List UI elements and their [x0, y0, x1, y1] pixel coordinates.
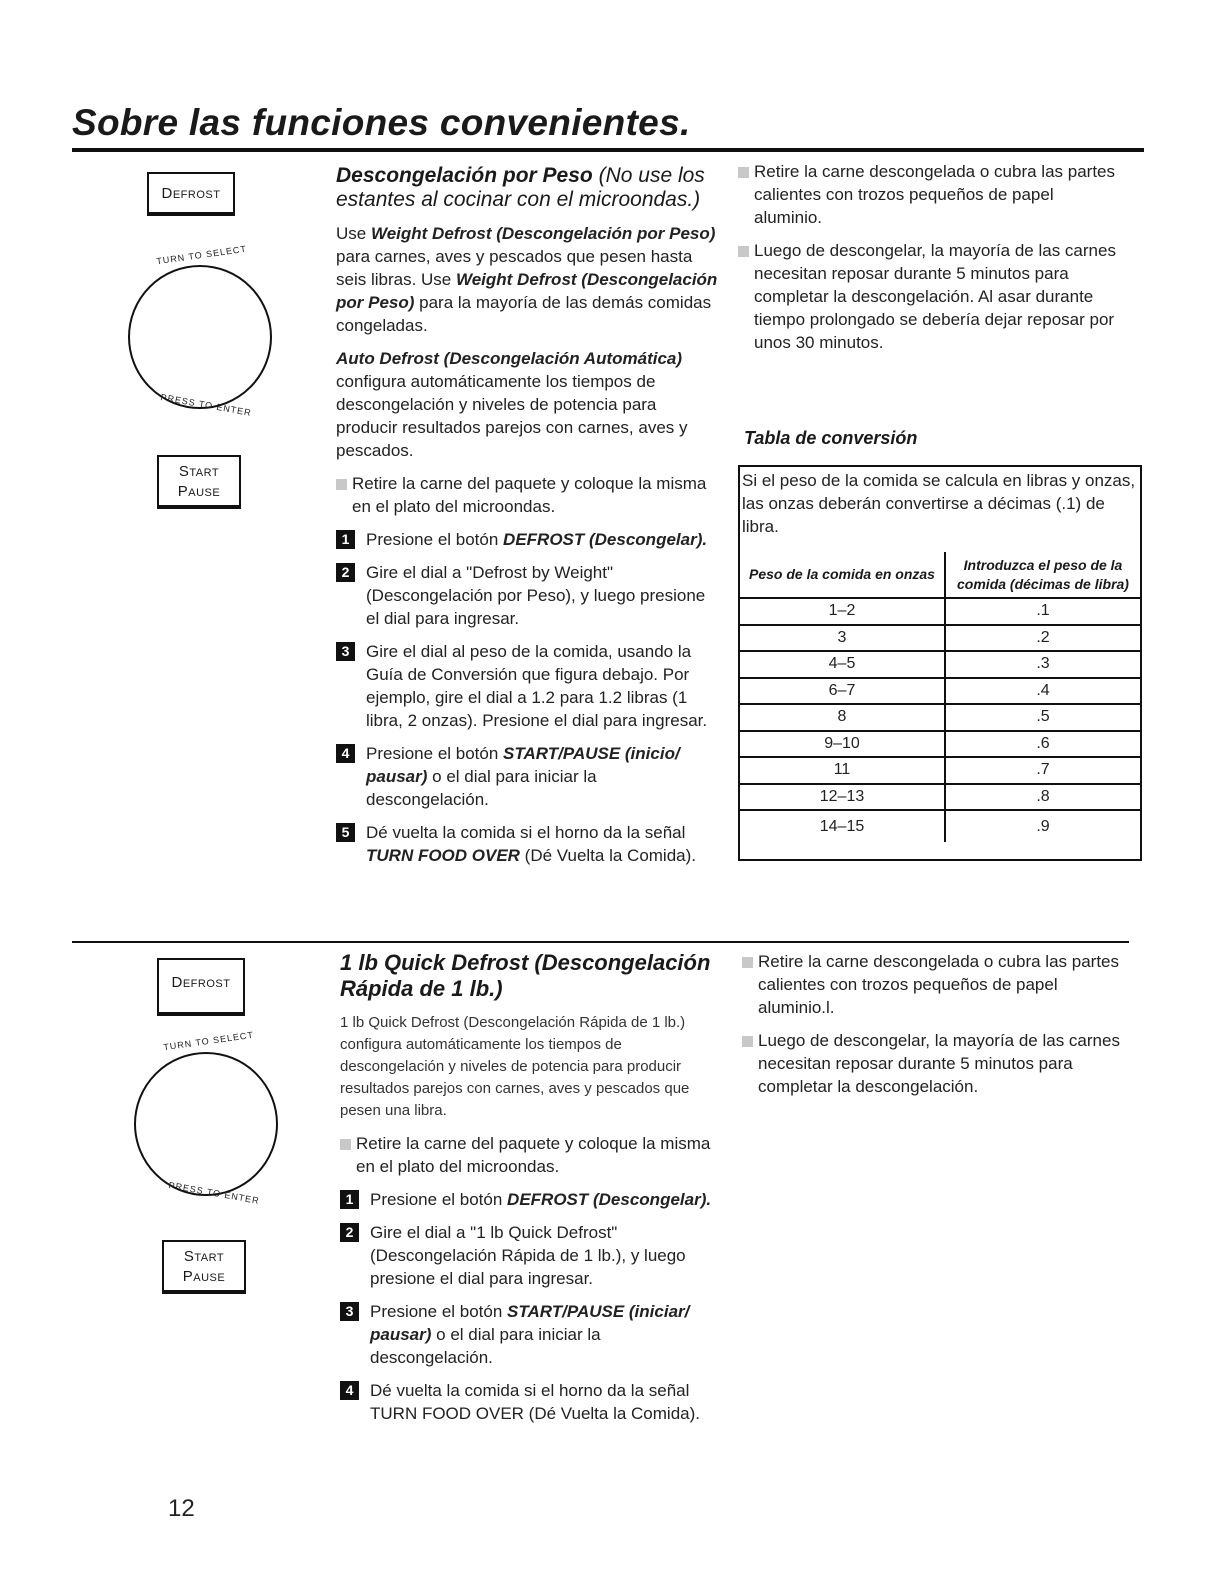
- step-item: 1 Presione el botón DEFROST (Descongelar).: [340, 1188, 725, 1211]
- ounces-cell: 4–5: [740, 651, 945, 678]
- ounces-cell: 11: [740, 757, 945, 784]
- step-number: 1: [336, 530, 355, 549]
- defrost-key-label: Defrost: [171, 974, 231, 991]
- tenths-cell: .1: [945, 598, 1140, 625]
- start-pause-key: [157, 455, 241, 509]
- conversion-table: [740, 552, 1140, 842]
- ounces-cell: 12–13: [740, 784, 945, 811]
- quick-defrost-heading: 1 lb Quick Defrost (Descongelación Rápida de 1 lb.): [340, 950, 711, 1001]
- tenths-cell: .5: [945, 704, 1140, 731]
- bullet-icon: [742, 1036, 753, 1047]
- step-number: 3: [340, 1302, 359, 1321]
- pause-key-label: Pause: [182, 1268, 226, 1285]
- ounces-cell: 3: [740, 625, 945, 652]
- step-number: 2: [340, 1223, 359, 1242]
- table-row: [740, 704, 1140, 731]
- tenths-cell: .7: [945, 757, 1140, 784]
- conversion-intro: Si el peso de la comida se calcula en libras y onzas, las onzas deberán convertirse a décimas (.1) de libra.: [742, 471, 1136, 536]
- bullet-icon: [340, 1139, 351, 1150]
- bullet-icon: [738, 246, 749, 257]
- step-item: 5 Dé vuelta la comida si el horno da la señal TURN FOOD OVER (Dé Vuelta la Comida).: [336, 821, 718, 867]
- ounces-cell: 8: [740, 704, 945, 731]
- dial-top-text-2: TURN TO SELECT: [162, 1029, 255, 1053]
- weight-defrost-steps: [336, 528, 718, 867]
- step-item: 2 Gire el dial a "1 lb Quick Defrost" (Descongelación Rápida de 1 lb.), y luego presione el dial para ingresar.: [340, 1221, 725, 1290]
- conversion-title: Tabla de conversión: [744, 428, 918, 448]
- table-row: [740, 784, 1140, 811]
- quick-defrost-bullet: Retire la carne del paquete y coloque la misma en el plato del microondas.: [340, 1132, 725, 1178]
- step-item: 1 Presione el botón DEFROST (Descongelar).: [336, 528, 718, 551]
- step-item: 4 Dé vuelta la comida si el horno da la señal TURN FOOD OVER (Dé Vuelta la Comida).: [340, 1379, 725, 1425]
- step-item: 4 Presione el botón START/PAUSE (inicio/ pausar) o el dial para iniciar la descongelación.: [336, 742, 718, 811]
- step-number: 3: [336, 642, 355, 661]
- bullet-icon: [738, 167, 749, 178]
- table-row: [740, 810, 1140, 842]
- conversion-box: [738, 465, 1142, 861]
- table-row: [740, 757, 1140, 784]
- quick-defrost-note-1: Retire la carne descongelada o cubra las partes calientes con trozos pequeños de papel aluminio.l.: [742, 950, 1122, 1019]
- pause-key-label: Pause: [177, 483, 221, 500]
- bullet-icon: [336, 479, 347, 490]
- ounces-cell: 6–7: [740, 678, 945, 705]
- select-dial: [128, 265, 272, 409]
- ounces-cell: 9–10: [740, 731, 945, 758]
- step-number: 1: [340, 1190, 359, 1209]
- select-dial-2: [134, 1052, 278, 1196]
- start-key-label: Start: [178, 463, 220, 480]
- defrost-key: [147, 172, 235, 216]
- dial-top-text: TURN TO SELECT: [155, 243, 248, 267]
- quick-defrost-intro: 1 lb Quick Defrost (Descongelación Rápida de 1 lb.) configura automáticamente los tiempos de descongelación y niveles de potencia para producir resultados parejos con carnes, aves y pescados que pesen una libra.: [340, 1014, 690, 1119]
- tenths-cell: .3: [945, 651, 1140, 678]
- tenths-cell: .8: [945, 784, 1140, 811]
- step-number: 4: [340, 1381, 359, 1400]
- start-pause-key-2: [162, 1240, 246, 1294]
- page-number: 12: [168, 1495, 195, 1522]
- dial-bottom-text-2: PRESS TO ENTER: [167, 1180, 261, 1206]
- weight-defrost-note-1: Retire la carne descongelada o cubra las partes calientes con trozos pequeños de papel aluminio.: [738, 160, 1123, 229]
- ounces-cell: 1–2: [740, 598, 945, 625]
- weight-defrost-heading: Descongelación por Peso (No use los estantes al cocinar con el microondas.): [336, 164, 705, 211]
- ounces-cell: 14–15: [740, 810, 945, 842]
- quick-defrost-steps: [340, 1188, 725, 1425]
- weight-defrost-notes: [738, 160, 1123, 354]
- weight-defrost-note-2: Luego de descongelar, la mayoría de las carnes necesitan reposar durante 5 minutos para completar la descongelación. Al asar durante tiempo prolongado se debería dejar reposar por unos 30 minutos.: [738, 239, 1123, 354]
- title-rule: [72, 148, 1144, 152]
- step-item: 3 Gire el dial al peso de la comida, usando la Guía de Conversión que figura debajo. Por ejemplo, gire el dial a 1.2 para 1.2 libras (1 libra, 2 onzas). Presione el dial para ingresar.: [336, 640, 718, 732]
- auto-defrost-text: Auto Defrost (Descongelación Automática) configura automáticamente los tiempos de descongelación y niveles de potencia para producir resultados parejos con carnes, aves y pescados.: [336, 349, 688, 460]
- quick-defrost-note-2: Luego de descongelar, la mayoría de las carnes necesitan reposar durante 5 minutos para completar la descongelación.: [742, 1029, 1122, 1098]
- weight-defrost-intro: Use Weight Defrost (Descongelación por Peso) para carnes, aves y pescados que pesen hasta seis libras. Use Weight Defrost (Descongelación por Peso) para la mayoría de las demás comidas congeladas.: [336, 224, 718, 335]
- bullet-icon: [742, 957, 753, 968]
- weight-defrost-section: [336, 164, 718, 867]
- step-number: 4: [336, 744, 355, 763]
- conversion-col-tenths: Introduzca el peso de la comida (décimas de libra): [945, 552, 1140, 598]
- table-row: [740, 731, 1140, 758]
- table-row: [740, 678, 1140, 705]
- defrost-key-2: [157, 958, 245, 1016]
- start-key-label: Start: [183, 1248, 225, 1265]
- page-title: Sobre las funciones convenientes.: [72, 102, 691, 143]
- section-divider: [72, 941, 1129, 943]
- tenths-cell: .9: [1036, 817, 1050, 835]
- quick-defrost-section: [340, 950, 725, 1425]
- dial-bottom-text: PRESS TO ENTER: [159, 392, 253, 418]
- tenths-cell: .4: [945, 678, 1140, 705]
- defrost-key-label: Defrost: [161, 185, 221, 202]
- tenths-cell: .6: [945, 731, 1140, 758]
- table-row: [740, 651, 1140, 678]
- step-item: 3 Presione el botón START/PAUSE (iniciar/ pausar) o el dial para iniciar la descongelación.: [340, 1300, 725, 1369]
- table-row: [740, 625, 1140, 652]
- table-row: [740, 598, 1140, 625]
- conversion-col-ounces: Peso de la comida en onzas: [740, 552, 945, 598]
- weight-defrost-bullet: Retire la carne del paquete y coloque la misma en el plato del microondas.: [336, 472, 718, 518]
- step-number: 2: [336, 563, 355, 582]
- step-item: 2 Gire el dial a "Defrost by Weight" (Descongelación por Peso), y luego presione el dial para ingresar.: [336, 561, 718, 630]
- step-number: 5: [336, 823, 355, 842]
- tenths-cell: .2: [945, 625, 1140, 652]
- quick-defrost-notes: [742, 950, 1122, 1098]
